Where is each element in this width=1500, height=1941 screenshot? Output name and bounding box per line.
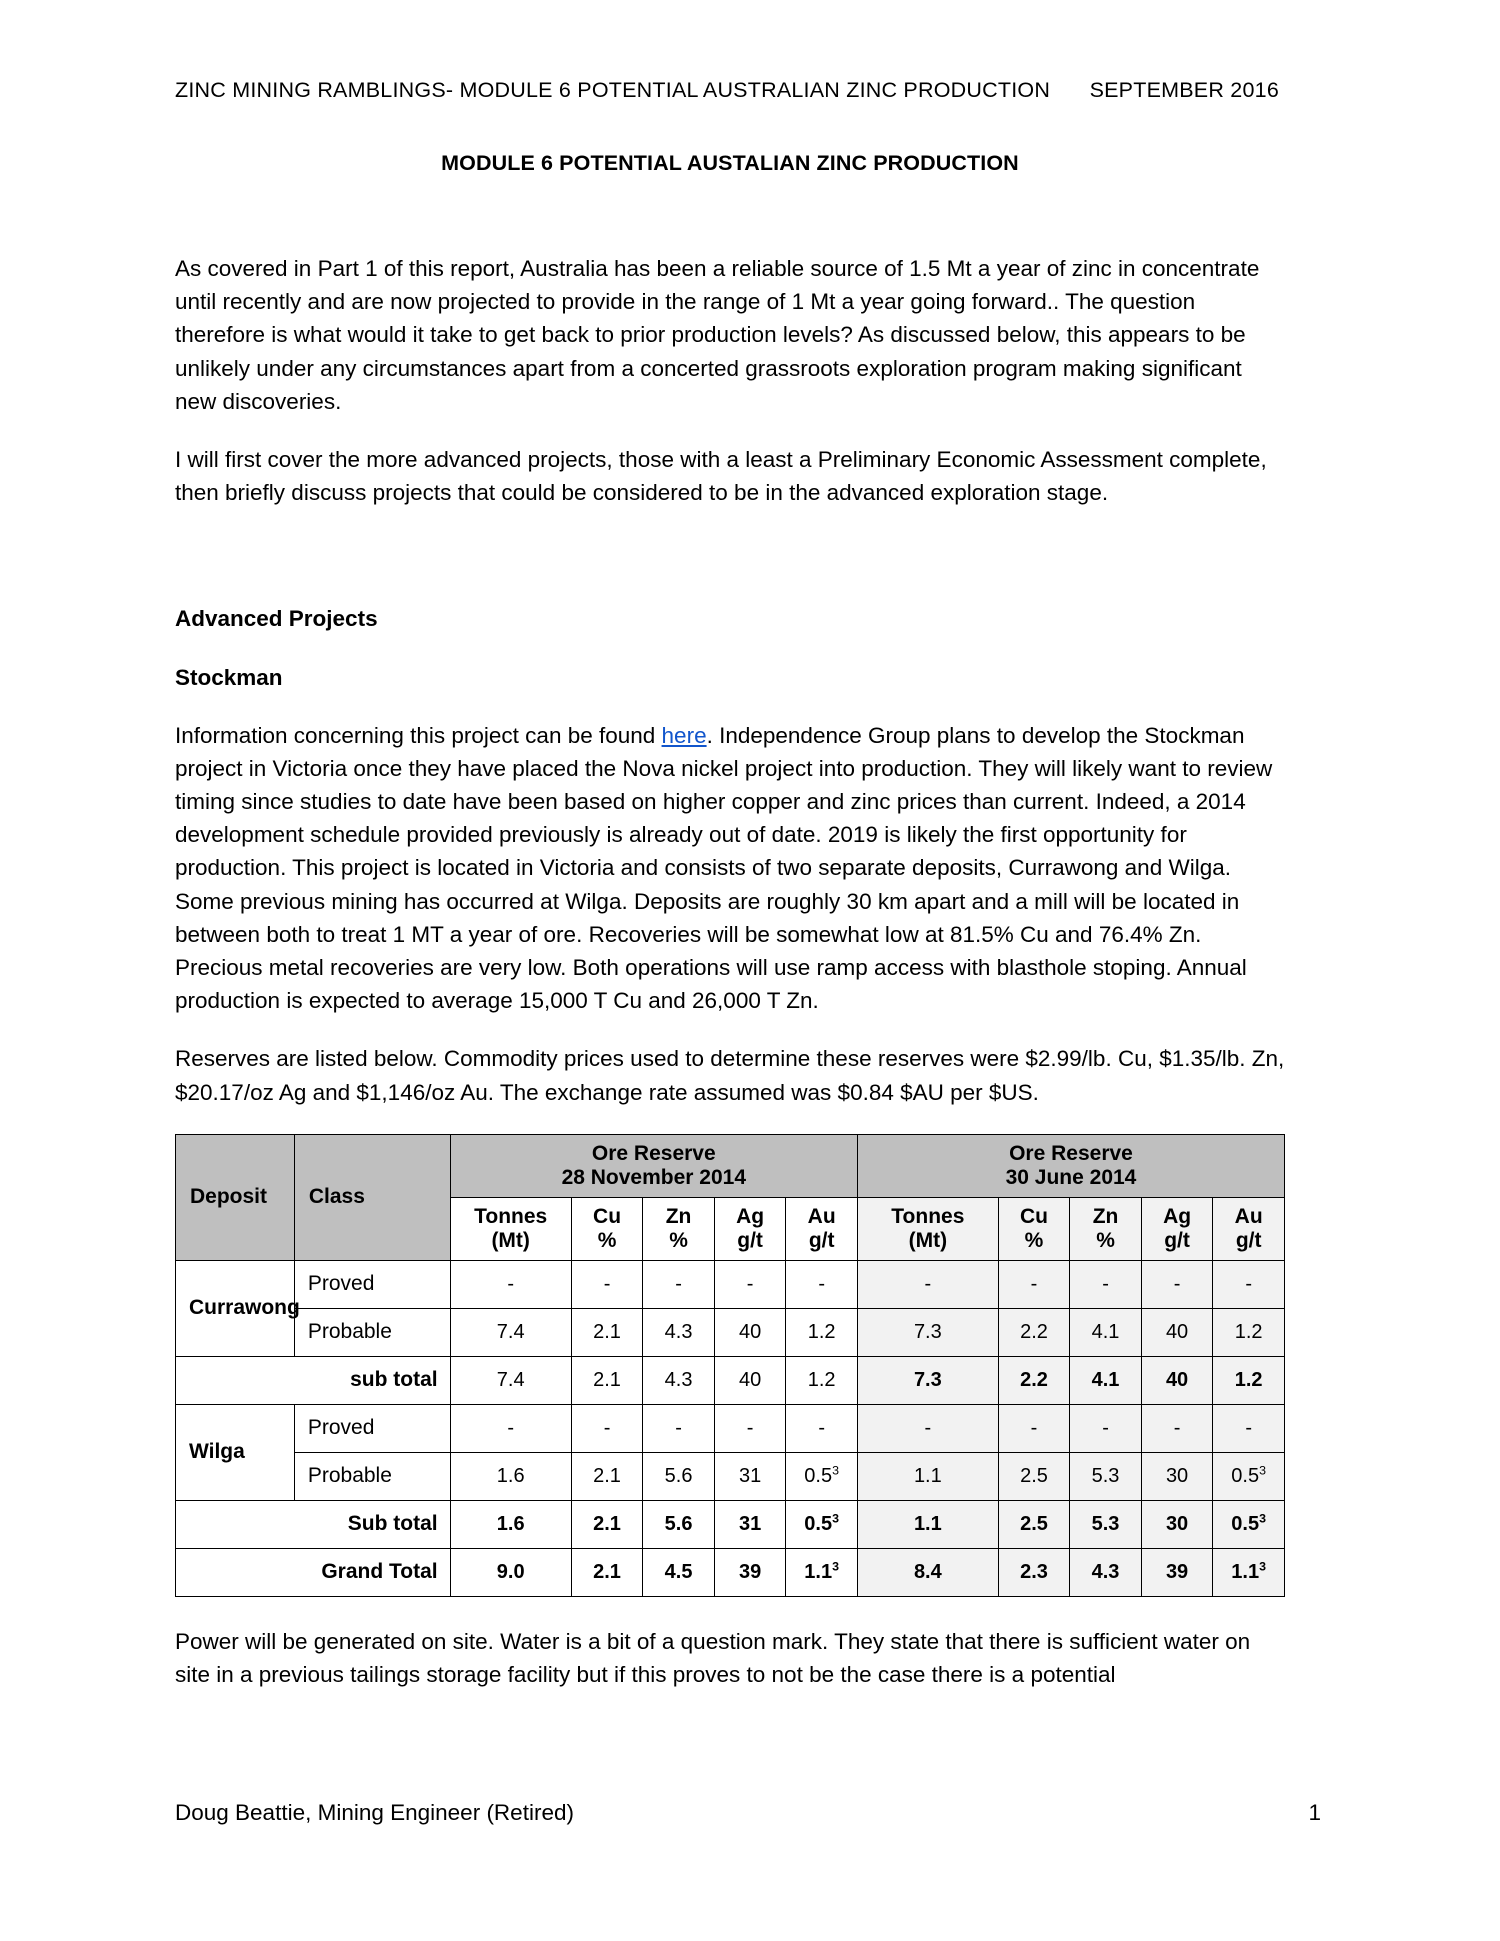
table-cell-class: Probable (294, 1452, 450, 1500)
subheader-right-cu-unit: % (1024, 1228, 1044, 1252)
running-footer (175, 1800, 1325, 1826)
paragraph-reserves-note: Reserves are listed below. Commodity prices used to determine these reserves were $2.99/lb. Cu, $1.35/lb. Zn, $20.17/oz Ag and $1,146/oz Au. The exchange rate assumed was $0.84 $AU per $US. (175, 1046, 1285, 1105)
subheader-left-zn-name: Zn (665, 1205, 692, 1229)
table-row (176, 1548, 1285, 1596)
subheader-right-au-name: Au (1234, 1205, 1263, 1229)
table-cell-left-2: 5.6 (643, 1452, 715, 1500)
table-cell-right-0: 8.4 (857, 1548, 998, 1596)
subheader-left-ag-unit: g/t (737, 1228, 763, 1252)
table-cell-right-3: 39 (1141, 1548, 1213, 1596)
subheader-left-cu-name: Cu (593, 1205, 622, 1229)
table-cell-right-2: 4.3 (1070, 1548, 1142, 1596)
table-cell-left-1: 2.1 (571, 1356, 643, 1404)
table-cell-right-0: 7.3 (857, 1308, 998, 1356)
table-cell-left-2: 5.6 (643, 1500, 715, 1548)
table-cell-right-3: 30 (1141, 1452, 1213, 1500)
page-content (175, 0, 1285, 1716)
subheader-left-zn-unit: % (669, 1228, 688, 1252)
header-cell-deposit: Deposit (176, 1134, 295, 1260)
ore-reserve-table (175, 1134, 1285, 1597)
table-cell-left-3: - (714, 1404, 786, 1452)
table-cell-left-0: 1.6 (450, 1452, 571, 1500)
subheader-left-tonnes-unit: (Mt) (491, 1228, 530, 1252)
table-cell-right-1: 2.2 (998, 1356, 1070, 1404)
heading-stockman: Stockman (175, 664, 283, 690)
table-cell-left-1: 2.1 (571, 1308, 643, 1356)
paragraph-stockman (175, 719, 1285, 1018)
table-cell-left-2: 4.5 (643, 1548, 715, 1596)
table-cell-left-4: $1.1^3$ (786, 1548, 858, 1596)
table-cell-right-3: - (1141, 1404, 1213, 1452)
table-cell-left-1: - (571, 1260, 643, 1308)
table-cell-left-0: 7.4 (450, 1308, 571, 1356)
subheader-right-zn-name: Zn (1092, 1205, 1119, 1229)
table-cell-right-3: 40 (1141, 1356, 1213, 1404)
table-cell-total-label: Sub total (176, 1500, 451, 1548)
table-cell-deposit: Wilga (176, 1404, 295, 1500)
table-cell-right-4: 1.2 (1213, 1308, 1285, 1356)
table-cell-left-2: - (643, 1404, 715, 1452)
stockman-text-after-link: . Independence Group plans to develop the Stockman project in Victoria once they have placed the Nova nickel project into production. They will likely want to review timing since studies to date have been based on higher copper and zinc prices than current. Indeed, a 2014 development schedule provided previously is already out of date. 2019 is likely the first opportunity for production. This project is located in Victoria and consists of two separate deposits, Currawong and Wilga. Some previous mining has occurred at Wilga. Deposits are roughly 30 km apart and a mill will be located in between both to treat 1 MT a year of ore. Recoveries will be somewhat low at 81.5% Cu and 76.4% Zn. Precious metal recoveries are very low. Both operations will use ramp access with blasthole stoping. Annual production is expected to average 15,000 T Cu and 26,000 T Zn. (175, 722, 1273, 1014)
subheader-right-tonnes-name: Tonnes (891, 1205, 965, 1229)
table-cell-right-1: 2.5 (998, 1452, 1070, 1500)
table-cell-right-4: $0.5^3$ (1213, 1452, 1285, 1500)
subheader-left-cu-unit: % (597, 1228, 617, 1252)
table-cell-left-3: 40 (714, 1356, 786, 1404)
header-group-left-line2: 28 November 2014 (561, 1165, 747, 1189)
table-cell-right-2: - (1070, 1260, 1142, 1308)
table-cell-right-2: 4.1 (1070, 1308, 1142, 1356)
table-cell-right-4: 1.2 (1213, 1356, 1285, 1404)
table-cell-right-0: 1.1 (857, 1500, 998, 1548)
table-cell-left-4: - (786, 1404, 858, 1452)
header-group-right (857, 1134, 1284, 1197)
subheader-right-ag (1141, 1197, 1213, 1260)
subheader-left-au (786, 1197, 858, 1260)
subheader-left-tonnes-name: Tonnes (474, 1205, 548, 1229)
subheader-right-ag-unit: g/t (1164, 1228, 1190, 1252)
table-row (176, 1308, 1285, 1356)
subheader-right-cu-name: Cu (1020, 1205, 1048, 1229)
running-header (175, 78, 1285, 103)
table-cell-right-1: 2.2 (998, 1308, 1070, 1356)
table-row (176, 1500, 1285, 1548)
table-row (176, 1452, 1285, 1500)
table-row (176, 1260, 1285, 1308)
subheader-left-zn (643, 1197, 715, 1260)
table-cell-right-4: - (1213, 1404, 1285, 1452)
subheader-left-au-unit: g/t (808, 1228, 835, 1252)
subheader-right-au-unit: g/t (1235, 1228, 1262, 1252)
subheader-left-cu (571, 1197, 643, 1260)
table-cell-right-1: - (998, 1404, 1070, 1452)
table-cell-left-0: 7.4 (450, 1356, 571, 1404)
table-cell-total-label: Grand Total (176, 1548, 451, 1596)
header-group-right-line1: Ore Reserve (1009, 1142, 1133, 1166)
footer-author: Doug Beattie, Mining Engineer (Retired) (175, 1800, 574, 1825)
running-header-right: SEPTEMBER 2016 (1089, 78, 1279, 102)
footer-page-number: 1 (1308, 1800, 1321, 1825)
here-link[interactable]: here (661, 722, 707, 748)
subheader-left-ag (714, 1197, 786, 1260)
table-cell-left-3: 31 (714, 1500, 786, 1548)
table-cell-left-3: - (714, 1260, 786, 1308)
paragraph-power: Power will be generated on site. Water is a bit of a question mark. They state that there is sufficient water on site in a previous tailings storage facility but if this proves to not be the case there is a potential (175, 1628, 1251, 1687)
table-cell-right-4: - (1213, 1260, 1285, 1308)
table-cell-right-2: 5.3 (1070, 1452, 1142, 1500)
paragraph-approach: I will first cover the more advanced projects, those with a least a Preliminary Economic Assessment complete, then briefly discuss projects that could be considered to be in the advanced exploration stage. (175, 446, 1267, 506)
table-cell-right-1: 2.5 (998, 1500, 1070, 1548)
running-header-left: ZINC MINING RAMBLINGS- MODULE 6 POTENTIAL AUSTRALIAN ZINC PRODUCTION (175, 78, 1051, 102)
table-cell-left-4: - (786, 1260, 858, 1308)
subheader-left-tonnes (450, 1197, 571, 1260)
table-cell-left-4: 1.2 (786, 1356, 858, 1404)
table-cell-left-1: 2.1 (571, 1452, 643, 1500)
table-cell-right-2: 4.1 (1070, 1356, 1142, 1404)
table-body (176, 1260, 1285, 1596)
table-cell-left-1: 2.1 (571, 1548, 643, 1596)
table-cell-left-0: 1.6 (450, 1500, 571, 1548)
spacer (175, 534, 1285, 544)
header-group-left (450, 1134, 857, 1197)
header-cell-class: Class (294, 1134, 450, 1260)
table-cell-right-0: - (857, 1260, 998, 1308)
table-cell-class: Proved (294, 1260, 450, 1308)
header-group-right-line2: 30 June 2014 (1005, 1165, 1137, 1189)
table-cell-left-1: - (571, 1404, 643, 1452)
table-cell-right-1: - (998, 1260, 1070, 1308)
subheader-right-zn-unit: % (1096, 1228, 1115, 1252)
header-group-left-line1: Ore Reserve (591, 1142, 716, 1166)
table-cell-left-2: - (643, 1260, 715, 1308)
table-cell-right-3: 40 (1141, 1308, 1213, 1356)
stockman-text-before-link: Information concerning this project can be found (175, 722, 662, 748)
table-cell-left-3: 40 (714, 1308, 786, 1356)
table-cell-left-2: 4.3 (643, 1308, 715, 1356)
subheader-right-au (1213, 1197, 1285, 1260)
table-cell-deposit: Currawong (176, 1260, 295, 1356)
table-cell-left-0: - (450, 1404, 571, 1452)
subheader-right-tonnes (857, 1197, 998, 1260)
table-cell-total-label: sub total (176, 1356, 451, 1404)
table-cell-left-4: $0.5^3$ (786, 1452, 858, 1500)
subheader-right-cu (998, 1197, 1070, 1260)
table-group-header-row (176, 1134, 1285, 1197)
table-cell-right-2: 5.3 (1070, 1500, 1142, 1548)
heading-advanced-projects: Advanced Projects (175, 606, 378, 632)
table-cell-left-4: $0.5^3$ (786, 1500, 858, 1548)
table-cell-class: Proved (294, 1404, 450, 1452)
table-cell-left-0: 9.0 (450, 1548, 571, 1596)
table-row (176, 1356, 1285, 1404)
table-cell-right-1: 2.3 (998, 1548, 1070, 1596)
table-cell-right-0: 1.1 (857, 1452, 998, 1500)
paragraph-intro: As covered in Part 1 of this report, Australia has been a reliable source of 1.5 Mt a year of zinc in concentrate until recently and are now projected to provide in the range of 1 Mt a year going forward.. The question therefore is what would it take to get back to prior production levels? As discussed below, this appears to be unlikely under any circumstances apart from a concerted grassroots exploration program making significant new discoveries. (175, 256, 1260, 414)
table-cell-right-3: 30 (1141, 1500, 1213, 1548)
table-cell-left-3: 39 (714, 1548, 786, 1596)
subheader-left-ag-name: Ag (736, 1205, 765, 1229)
table-cell-right-0: - (857, 1404, 998, 1452)
table-cell-right-4: $0.5^3$ (1213, 1500, 1285, 1548)
table-cell-right-0: 7.3 (857, 1356, 998, 1404)
subheader-right-tonnes-unit: (Mt) (908, 1228, 948, 1252)
document-title: MODULE 6 POTENTIAL AUSTALIAN ZINC PRODUCTION (441, 151, 1019, 175)
table-cell-left-4: 1.2 (786, 1308, 858, 1356)
table-row (176, 1404, 1285, 1452)
table-cell-left-3: 31 (714, 1452, 786, 1500)
table-cell-right-2: - (1070, 1404, 1142, 1452)
subheader-right-zn (1070, 1197, 1142, 1260)
table-cell-class: Probable (294, 1308, 450, 1356)
table-cell-left-2: 4.3 (643, 1356, 715, 1404)
table-cell-left-0: - (450, 1260, 571, 1308)
table-cell-right-4: $1.1^3$ (1213, 1548, 1285, 1596)
subheader-left-au-name: Au (807, 1205, 836, 1229)
table-cell-right-3: - (1141, 1260, 1213, 1308)
table-cell-left-1: 2.1 (571, 1500, 643, 1548)
subheader-right-ag-name: Ag (1163, 1205, 1192, 1229)
